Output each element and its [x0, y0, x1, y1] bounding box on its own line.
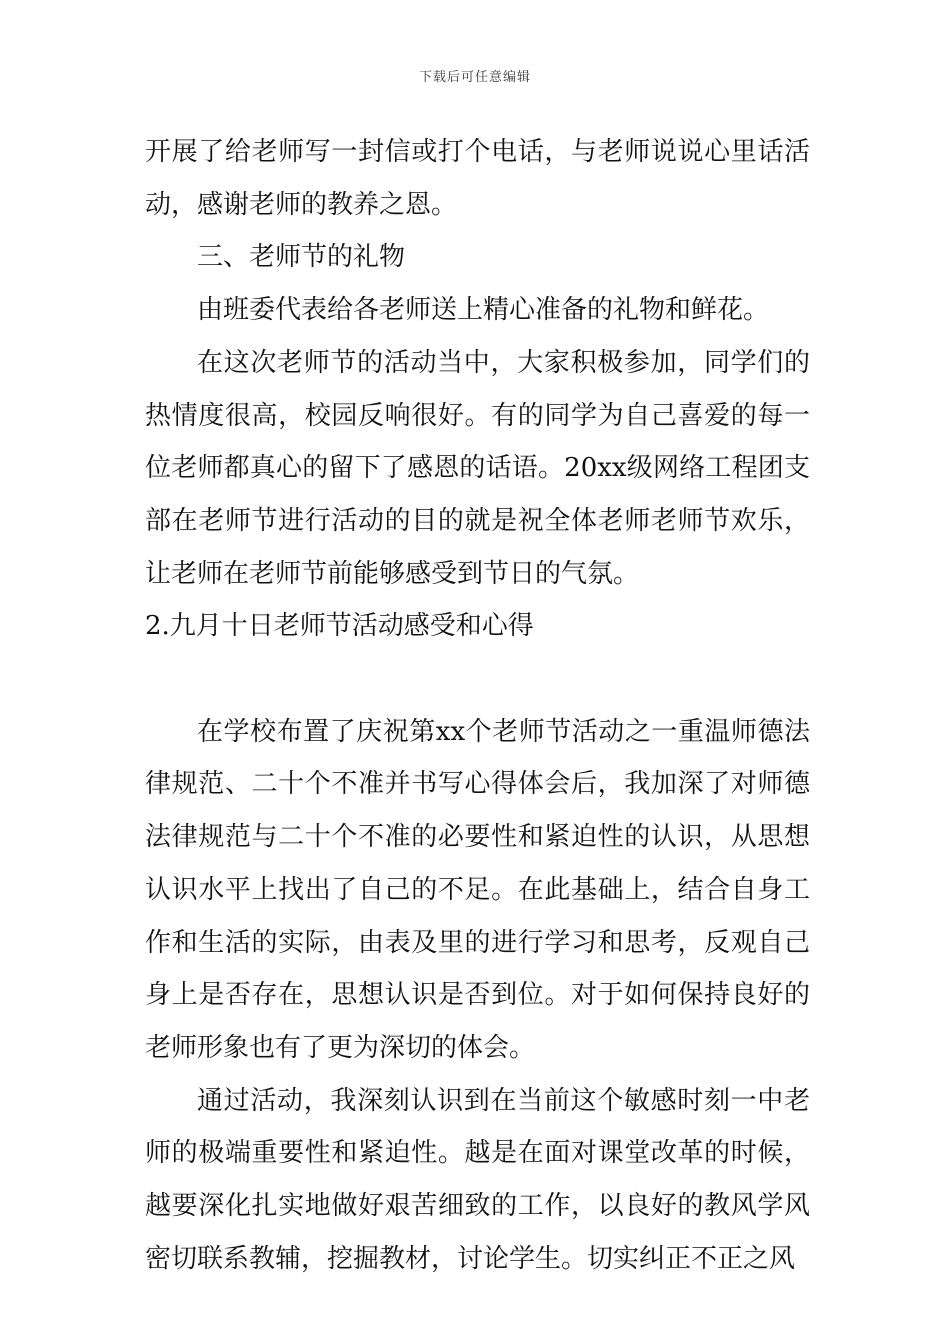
paragraph-summary: 在这次老师节的活动当中，大家积极参加，同学们的热情度很高，校园反响很好。有的同学为自己喜爱的每一位老师都真心的留下了感恩的话语。20xx级网络工程团支部在老师节进行活动的目的就是祝全体老师老师节欢乐，让老师在老师节前能够感受到节日的气氛。	[145, 347, 810, 589]
paragraph-reflection-2: 通过活动，我深刻认识到在当前这个敏感时刻一中老师的极端重要性和紧迫性。越是在面对课堂改革的时候，越要深化扎实地做好艰苦细致的工作，以良好的教风学风密切联系教辅，挖掘教材，讨论学生。切实纠正不正之风	[145, 1085, 810, 1274]
document-body	[145, 126, 810, 1285]
paragraph-1: 开展了给老师写一封信或打个电话，与老师说说心里话活动，感谢老师的教养之恩。	[145, 137, 810, 220]
section-heading-3: 三、老师节的礼物	[197, 242, 406, 273]
page-header-note: 下载后可任意编辑	[418, 70, 531, 85]
paragraph-gifts: 由班委代表给各老师送上精心准备的礼物和鲜花。	[197, 295, 770, 326]
blank-line	[145, 653, 810, 706]
section-title: 2.九月十日老师节活动感受和心得	[145, 611, 534, 642]
paragraph-reflection-1: 在学校布置了庆祝第xx个老师节活动之一重温师德法律规范、二十个不准并书写心得体会后，我加深了对师德法律规范与二十个不准的必要性和紧迫性的认识，从思想认识水平上找出了自己的不足。在此基础上，结合自身工作和生活的实际，由表及里的进行学习和思考，反观自己身上是否存在，思想认识是否到位。对于如何保持良好的老师形象也有了更为深切的体会。	[145, 716, 810, 1063]
